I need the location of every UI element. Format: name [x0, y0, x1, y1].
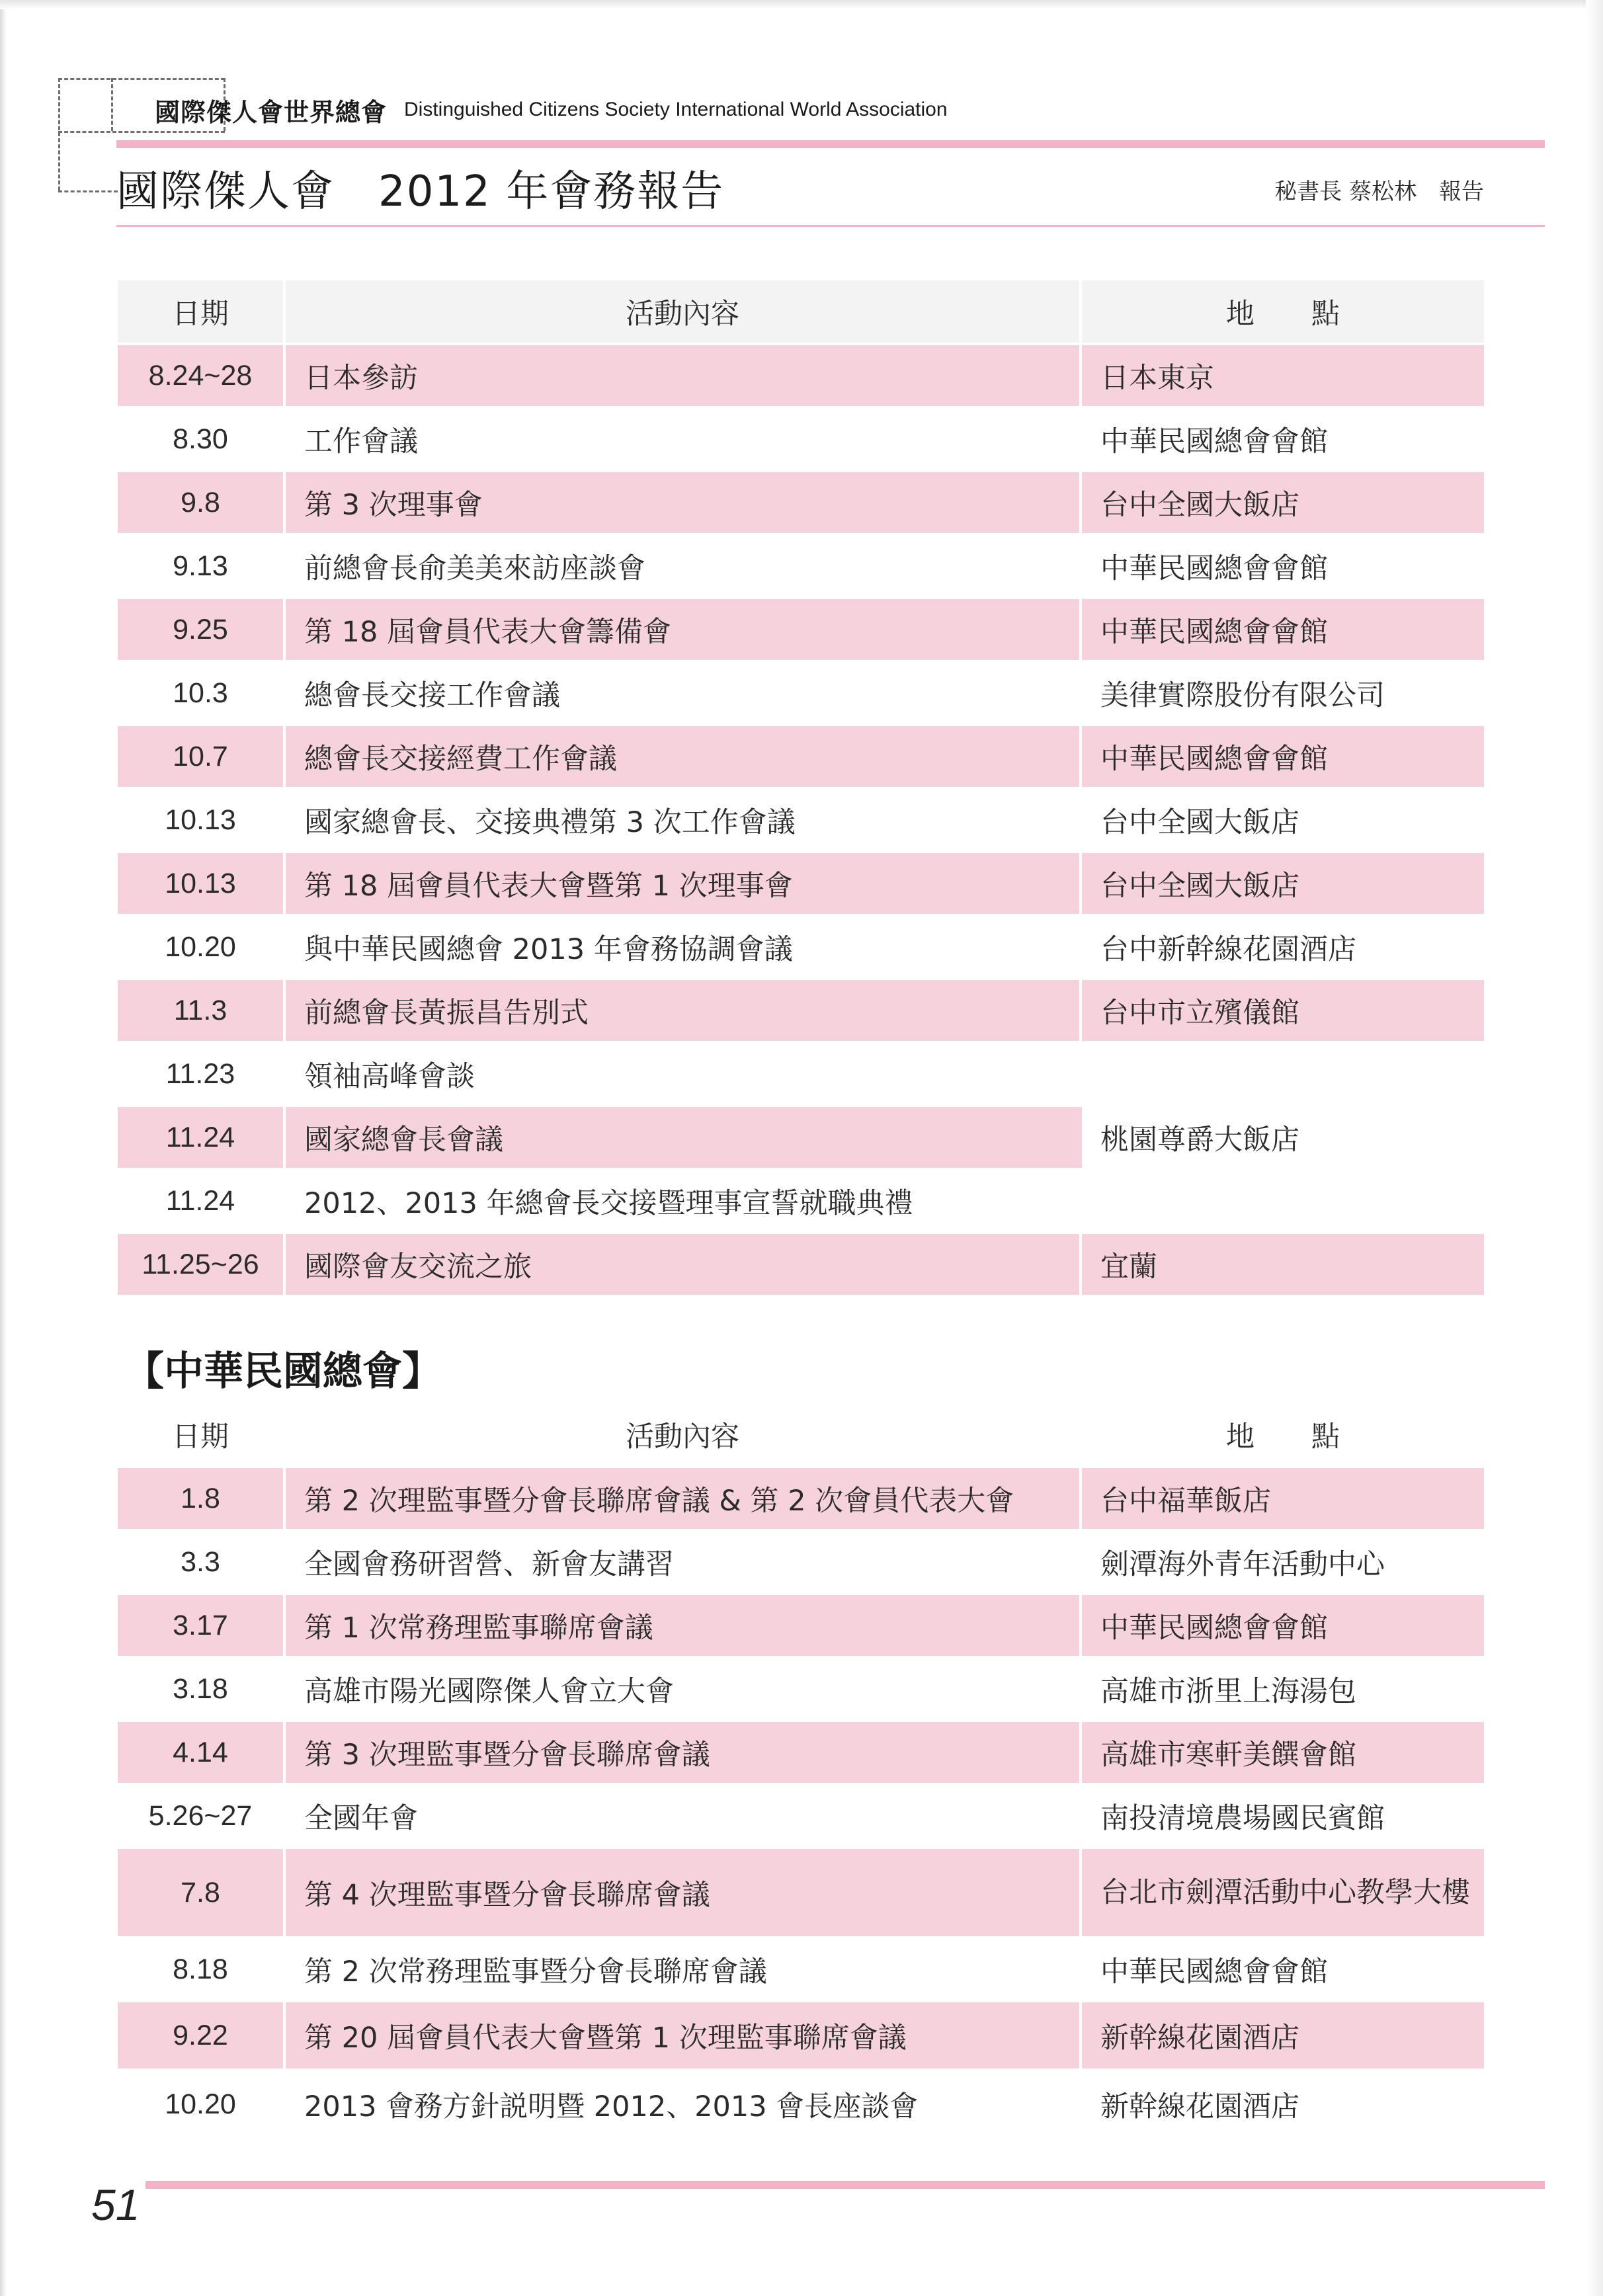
activity-cell: 全國年會 [286, 1785, 1082, 1849]
date-cell: 10.13 [118, 790, 286, 853]
table-row [118, 1659, 1484, 1722]
date-cell: 3.17 [118, 1595, 286, 1659]
table-row [118, 1939, 1484, 2002]
date-cell: 9.8 [118, 472, 286, 536]
page-number: 51 [91, 2180, 140, 2229]
date-cell: 10.20 [118, 2071, 286, 2140]
date-cell: 9.13 [118, 536, 286, 599]
date-cell: 3.18 [118, 1659, 286, 1722]
place-cell: 新幹線花園酒店 [1082, 2071, 1484, 2140]
place-cell: 高雄市寒軒美饌會館 [1082, 1722, 1484, 1785]
date-cell: 9.25 [118, 599, 286, 663]
table-row [118, 1849, 1484, 1939]
table-row [118, 472, 1484, 536]
place-cell: 宜蘭 [1082, 1234, 1484, 1297]
scan-edge [1586, 0, 1603, 2296]
table-row [118, 853, 1484, 917]
activity-cell: 第 20 屆會員代表大會暨第 1 次理監事聯席會議 [286, 2002, 1082, 2071]
activity-cell: 第 3 次理監事暨分會長聯席會議 [286, 1722, 1082, 1785]
table-row [118, 1044, 1484, 1107]
column-header-place: 地 點 [1082, 1403, 1484, 1468]
table-row [118, 1722, 1484, 1785]
table-row [118, 536, 1484, 599]
place-cell: 台中全國大飯店 [1082, 790, 1484, 853]
date-cell: 4.14 [118, 1722, 286, 1785]
activity-cell: 前總會長俞美美來訪座談會 [286, 536, 1082, 599]
table-row [118, 1468, 1484, 1532]
date-cell: 9.22 [118, 2002, 286, 2071]
scan-edge [0, 0, 7, 2296]
place-cell: 台中新幹線花園酒店 [1082, 917, 1484, 980]
place-cell: 中華民國總會會館 [1082, 409, 1484, 472]
column-header-date: 日期 [118, 1403, 286, 1468]
date-cell: 10.13 [118, 853, 286, 917]
place-cell: 台北市劍潭活動中心教學大樓 [1082, 1849, 1484, 1939]
activity-cell: 全國會務研習營、新會友講習 [286, 1532, 1082, 1595]
date-cell: 8.24~28 [118, 345, 286, 409]
column-header-place: 地 點 [1082, 280, 1484, 345]
place-cell: 中華民國總會會館 [1082, 599, 1484, 663]
table-row [118, 1785, 1484, 1849]
place-cell: 中華民國總會會館 [1082, 726, 1484, 790]
place-cell: 台中市立殯儀館 [1082, 980, 1484, 1044]
place-cell: 劍潭海外青年活動中心 [1082, 1532, 1484, 1595]
activity-cell: 工作會議 [286, 409, 1082, 472]
section-heading: 【中華民國總會】 [124, 1348, 442, 1395]
activity-cell: 第 18 屆會員代表大會籌備會 [286, 599, 1082, 663]
activity-cell: 日本參訪 [286, 345, 1082, 409]
activity-cell: 第 2 次理監事暨分會長聯席會議 & 第 2 次會員代表大會 [286, 1468, 1082, 1532]
table-row [118, 599, 1484, 663]
activity-cell: 第 1 次常務理監事聯席會議 [286, 1595, 1082, 1659]
world-schedule-table [118, 280, 1484, 1297]
activity-cell: 2012、2013 年總會長交接暨理事宣誓就職典禮 [286, 1170, 1082, 1234]
table-row [118, 1532, 1484, 1595]
table-row [118, 726, 1484, 790]
activity-cell: 總會長交接工作會議 [286, 663, 1082, 726]
place-cell: 台中福華飯店 [1082, 1468, 1484, 1532]
activity-cell: 國家總會長會議 [286, 1107, 1082, 1170]
place-cell: 中華民國總會會館 [1082, 1939, 1484, 2002]
activity-cell: 國際會友交流之旅 [286, 1234, 1082, 1297]
date-cell: 1.8 [118, 1468, 286, 1532]
table-row [118, 2002, 1484, 2071]
column-header-activity: 活動內容 [286, 1403, 1082, 1468]
table-header-row [118, 1403, 1484, 1468]
activity-cell: 領袖高峰會談 [286, 1044, 1082, 1107]
place-cell: 南投清境農場國民賓館 [1082, 1785, 1484, 1849]
table-header-row [118, 280, 1484, 345]
activity-cell: 前總會長黃振昌告別式 [286, 980, 1082, 1044]
date-cell: 5.26~27 [118, 1785, 286, 1849]
activity-cell: 與中華民國總會 2013 年會務協調會議 [286, 917, 1082, 980]
date-cell: 11.3 [118, 980, 286, 1044]
date-cell: 11.25~26 [118, 1234, 286, 1297]
place-cell: 中華民國總會會館 [1082, 1595, 1484, 1659]
activity-cell: 高雄市陽光國際傑人會立大會 [286, 1659, 1082, 1722]
table-row [118, 2071, 1484, 2140]
activity-cell: 第 3 次理事會 [286, 472, 1082, 536]
page-title: 國際傑人會 2012 年會務報告 [116, 167, 725, 216]
header-divider [116, 140, 1545, 148]
table-row [118, 1595, 1484, 1659]
date-cell: 10.3 [118, 663, 286, 726]
place-cell: 美律實際股份有限公司 [1082, 663, 1484, 726]
place-cell: 新幹線花園酒店 [1082, 2002, 1484, 2071]
activity-cell: 第 2 次常務理監事暨分會長聯席會議 [286, 1939, 1082, 2002]
date-cell: 8.18 [118, 1939, 286, 2002]
table-row [118, 1234, 1484, 1297]
column-header-date: 日期 [118, 280, 286, 345]
report-author: 秘書長 蔡松林 報告 [1274, 179, 1484, 205]
table-row [118, 980, 1484, 1044]
activity-cell: 第 18 屆會員代表大會暨第 1 次理事會 [286, 853, 1082, 917]
activity-cell: 國家總會長、交接典禮第 3 次工作會議 [286, 790, 1082, 853]
place-cell: 台中全國大飯店 [1082, 472, 1484, 536]
title-divider [116, 225, 1545, 227]
date-cell: 3.3 [118, 1532, 286, 1595]
brand-header [155, 90, 948, 130]
roc-schedule-table [118, 1403, 1484, 2140]
table-row [118, 790, 1484, 853]
brand-english-name: Distinguished Citizens Society International World Association [404, 99, 948, 120]
place-cell: 高雄市浙里上海湯包 [1082, 1659, 1484, 1722]
place-cell: 台中全國大飯店 [1082, 853, 1484, 917]
activity-cell: 總會長交接經費工作會議 [286, 726, 1082, 790]
date-cell: 10.7 [118, 726, 286, 790]
table-row [118, 409, 1484, 472]
footer-divider [145, 2181, 1545, 2189]
column-header-activity: 活動內容 [286, 280, 1082, 345]
brand-chinese-name: 國際傑人會世界總會 [155, 97, 388, 127]
table-row [118, 345, 1484, 409]
date-cell: 8.30 [118, 409, 286, 472]
scan-edge [0, 0, 1603, 9]
place-cell: 日本東京 [1082, 345, 1484, 409]
date-cell: 7.8 [118, 1849, 286, 1939]
date-cell: 11.24 [118, 1107, 286, 1170]
table-row [118, 917, 1484, 980]
place-cell: 中華民國總會會館 [1082, 536, 1484, 599]
place-cell: 桃園尊爵大飯店 [1082, 1044, 1484, 1234]
table-row [118, 663, 1484, 726]
date-cell: 11.24 [118, 1170, 286, 1234]
activity-cell: 第 4 次理監事暨分會長聯席會議 [286, 1849, 1082, 1939]
date-cell: 11.23 [118, 1044, 286, 1107]
date-cell: 10.20 [118, 917, 286, 980]
activity-cell: 2013 會務方針説明暨 2012、2013 會長座談會 [286, 2071, 1082, 2140]
